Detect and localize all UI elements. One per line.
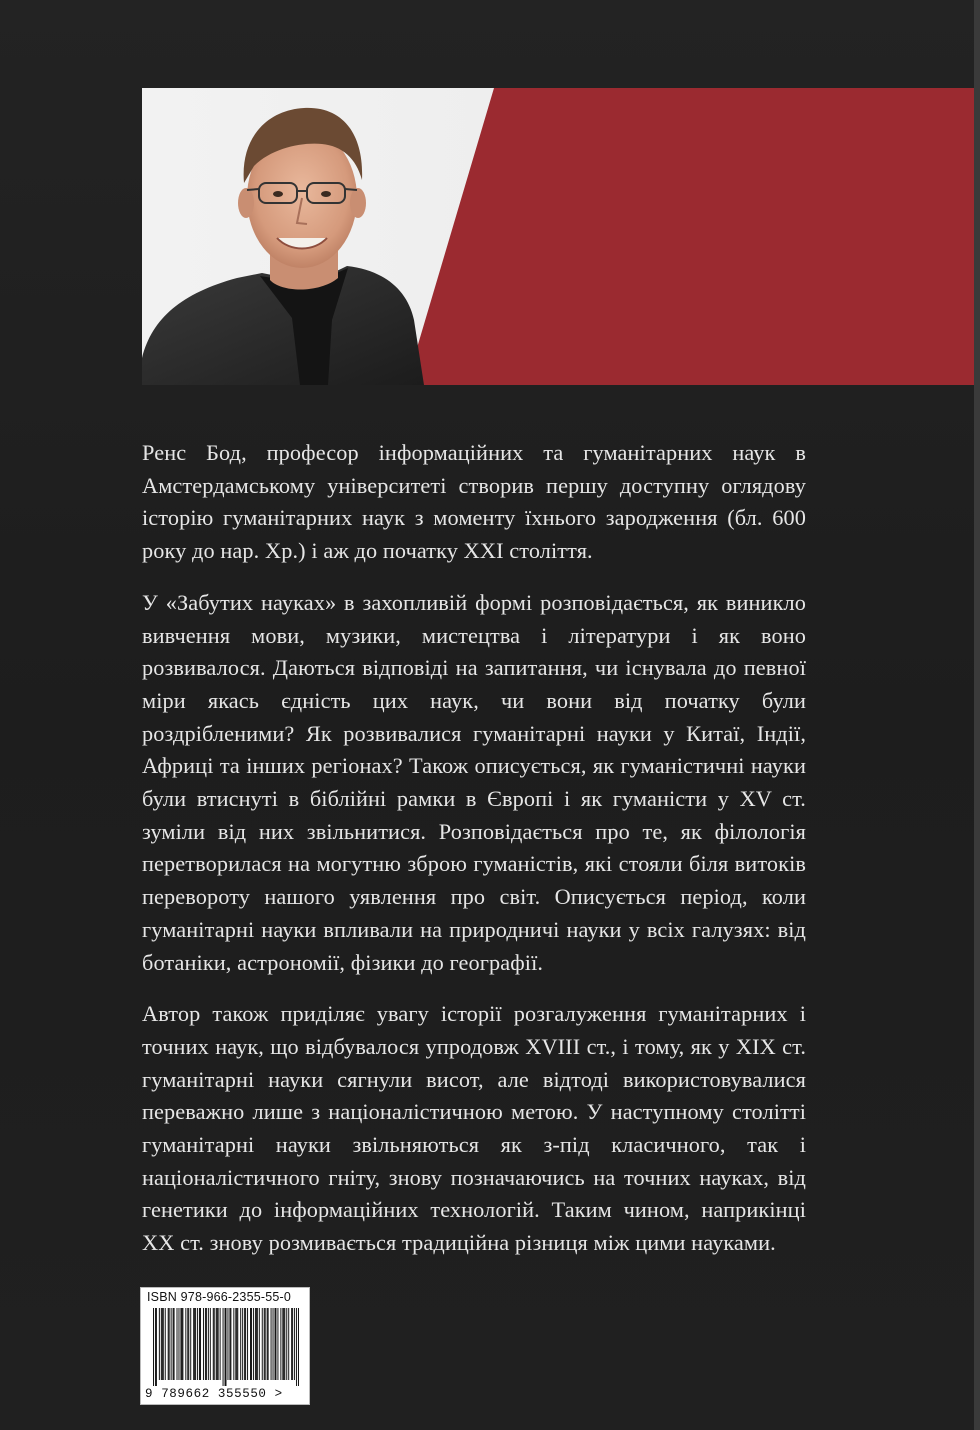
barcode-bar [265,1308,266,1380]
barcode-bar [275,1308,276,1380]
barcode-bar [255,1308,256,1380]
barcode-bar [165,1308,166,1380]
hero-banner [142,88,980,385]
cover-edge [974,0,980,1430]
barcode-bar [286,1308,287,1380]
barcode-bar [280,1308,281,1380]
barcode-bar [242,1308,243,1380]
barcode-bar [264,1308,265,1380]
barcode-bar [296,1308,297,1386]
barcode-bar [244,1308,245,1380]
barcode-bar [220,1308,221,1380]
barcode-bar [233,1308,234,1380]
barcode-bar [267,1308,268,1380]
author-photo [142,88,980,385]
barcode-bar [283,1308,284,1380]
barcode-bar [273,1308,274,1380]
barcode-bar [236,1308,237,1380]
barcode-bar [181,1308,182,1380]
barcode-bar [161,1308,162,1380]
barcode-bar [292,1308,293,1380]
barcode-bar [197,1308,198,1380]
barcode-bar [218,1308,219,1380]
barcode-bar [200,1308,201,1380]
barcode-bar [190,1308,191,1380]
barcode-bar [178,1308,179,1380]
barcode-bar [271,1308,272,1380]
barcode-bar [257,1308,258,1380]
barcode-bar [185,1308,186,1380]
barcode-bar [169,1308,170,1380]
barcode-bar [245,1308,246,1380]
description-paragraph-2: У «Забутих науках» в захопливій формі розповідається, як виникло вивчення мови, музики, мистецтва і літератури і як воно розвивалося. Даються відповіді на запитання, чи існувала до певної міри якась єдність цих наук, чи вони від початку були роздрібленими? Як розвивалися гуманітарні науки у Китаї, Індії, Африці та інших регіонах? Також описується, як гуманістичні науки були втиснуті в біблійні рамки в Європі і як гуманісти у XV ст. зуміли від них звільнитися. Розповідається про те, як філологія перетворилася на могутню зброю гуманістів, які стояли біля витоків перевороту нашого уявлення про світ. Описується період, коли гуманітарні науки впливали на природничі науки у всіх галузях: від ботаніки, астрономії, фізики до географії. [142,589,806,975]
barcode-bar [253,1308,254,1380]
barcode-bar [171,1308,172,1380]
barcode-bar [156,1308,157,1386]
barcode-bar [210,1308,211,1380]
barcode-bar [247,1308,248,1380]
barcode-bar [208,1308,209,1380]
isbn-barcode-box [140,1287,310,1405]
barcode-bar [177,1308,178,1380]
barcode-bar [250,1308,251,1380]
isbn-label: ISBN 978-966-2355-55-0 [147,1290,292,1304]
barcode-bar [223,1308,224,1386]
red-diagonal-panel [406,88,980,385]
barcode-bar [182,1308,183,1380]
barcode-bar [206,1308,207,1380]
barcode-bar [259,1308,260,1380]
barcode-bar [251,1308,252,1380]
ean-digits: 9 789662 355550 > [145,1387,283,1401]
barcode-bar [163,1308,164,1380]
barcode-bar [229,1308,230,1380]
barcode-bar [188,1308,189,1380]
barcode-bar [205,1308,206,1380]
barcode-bar [275,1308,276,1380]
barcode-bar [230,1308,231,1380]
barcode-bar [237,1308,238,1380]
barcode-bar [194,1308,195,1380]
barcode-bar [268,1308,269,1380]
barcode-bar [256,1308,257,1380]
barcode-bar [159,1308,160,1380]
barcode-bar [294,1308,295,1380]
barcode-bar [213,1308,214,1380]
barcode-bar [288,1308,289,1380]
barcode-bar [203,1308,204,1380]
description-paragraph-3: Автор також приділяє увагу історії розгалуження гуманітарних і точних наук, що відбувалося упродовж XVIII ст., і тому, як у XIX ст. гуманітарні науки сягнули висот, але відтоді використовувалися переважно лише з націоналістичною метою. У наступному столітті гуманітарні науки звільняються як з-під класичного, так і націоналістичного гніту, знову позначаючись на точних науках, від генетики до інформаційних технологій. Таким чином, наприкінці XX ст. знову розмивається традиційна різниця між цими науками. [142,1001,806,1256]
barcode-bar [298,1308,299,1386]
barcode-bar [284,1308,285,1380]
description-paragraph-1: Ренс Бод, професор інформаційних та гуманітарних наук в Амстердамському університеті створив першу доступну оглядову історію гуманітарних наук з моменту їхнього зародження (бл. 600 року до нар. Хр.) і аж до початку XXI століття. [142,440,806,564]
barcode-bar [168,1308,169,1380]
barcode-bar [162,1308,163,1380]
barcode-bar [214,1308,215,1380]
barcode-icon [153,1308,299,1386]
barcode-bar [187,1308,188,1380]
barcode-bar [225,1308,226,1386]
barcode-bar [282,1308,283,1380]
barcode-bar [235,1308,236,1380]
barcode-bar [199,1308,200,1380]
barcode-bar [173,1308,174,1380]
barcode-bar [217,1308,218,1380]
barcode-bar [155,1308,156,1386]
barcode-bar [193,1308,194,1380]
barcode-bar [174,1308,175,1380]
book-description [142,437,806,1279]
barcode-bar [262,1308,263,1380]
barcode-bar [291,1308,292,1380]
barcode-bar [216,1308,217,1380]
barcode-bar [195,1308,196,1380]
barcode-bar [226,1308,227,1386]
barcode-bar [227,1308,228,1380]
barcode-bar [153,1308,154,1386]
barcode-bar [277,1308,278,1380]
barcode-bar [180,1308,181,1380]
barcode-bar [240,1308,241,1380]
